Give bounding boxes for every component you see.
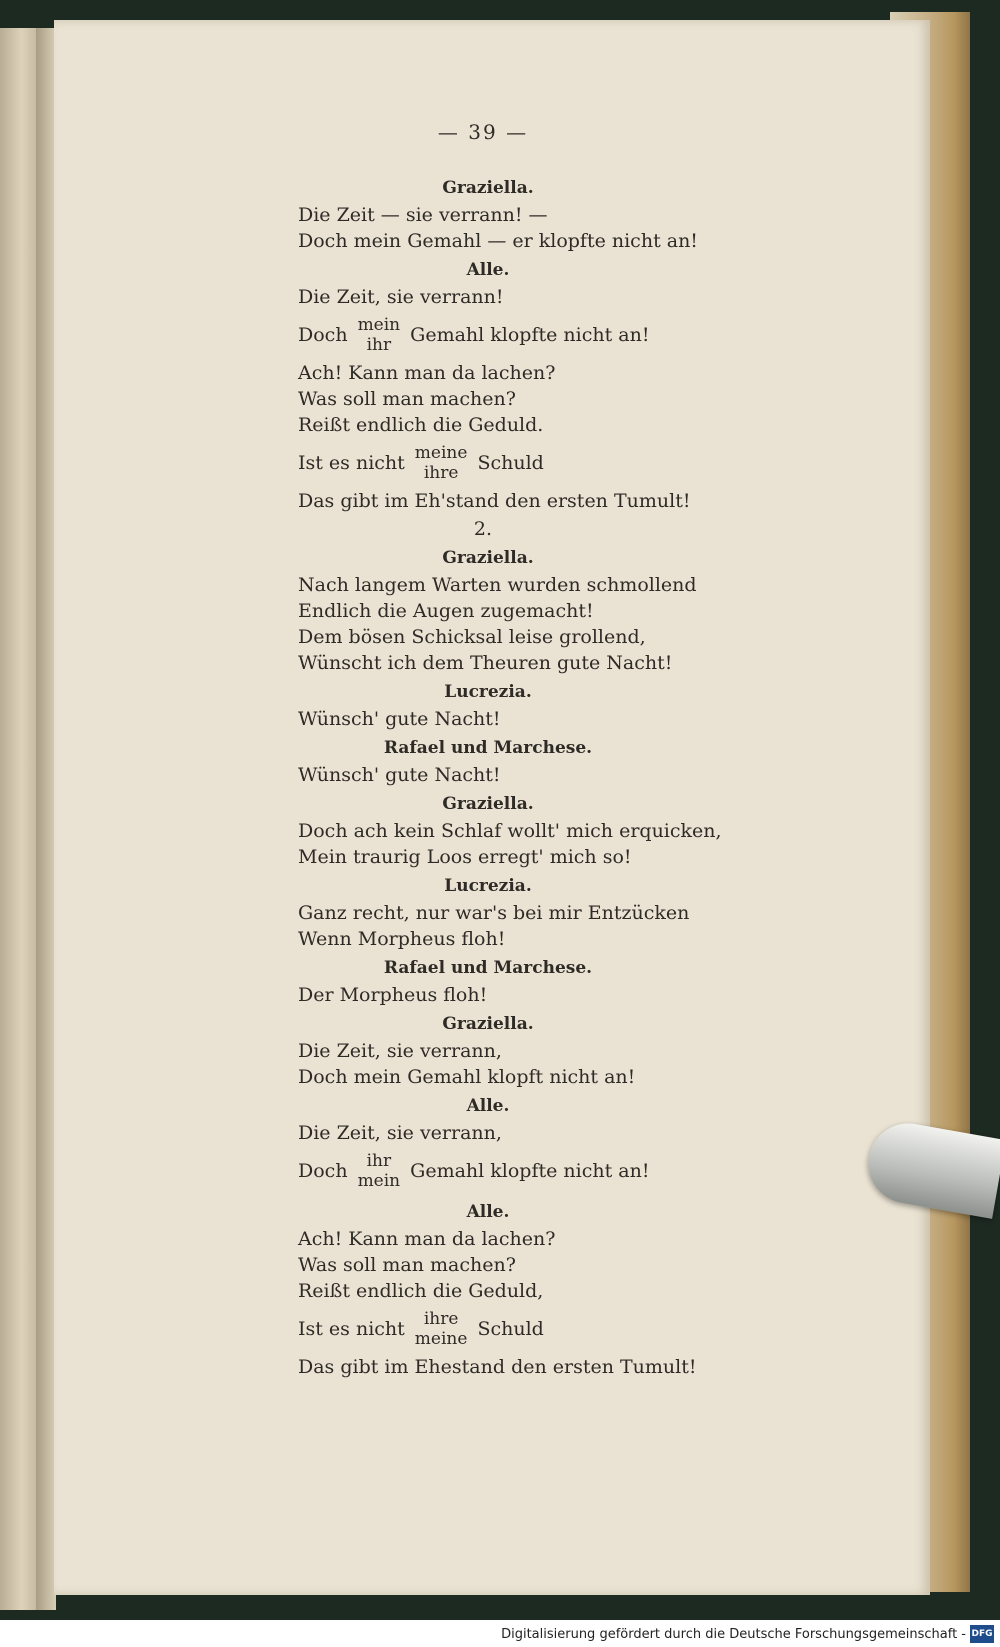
alternatives-stack: [415, 1309, 468, 1349]
book-spine: [0, 28, 36, 1610]
page-content: [298, 120, 768, 1380]
verse-line: Wünscht ich dem Theuren gute Nacht!: [298, 652, 673, 674]
speaker-name: Graziella.: [442, 548, 534, 568]
verse-text-after: Gemahl klopfte nicht an!: [410, 1160, 650, 1182]
verse-line: Endlich die Augen zugemacht!: [298, 600, 594, 622]
verse-line: Die Zeit, sie verrann,: [298, 1040, 502, 1062]
verse-text-before: Ist es nicht: [298, 452, 405, 474]
verse-line: Ganz recht, nur war's bei mir Entzücken: [298, 902, 690, 924]
speaker-name: Alle.: [466, 1202, 510, 1222]
page-number: — 39 —: [437, 120, 529, 144]
verse-line: Was soll man machen?: [298, 388, 516, 410]
alternatives-stack: [415, 443, 468, 483]
alternative-bottom: mein: [357, 1171, 401, 1191]
alternative-bottom: meine: [414, 1329, 468, 1349]
footer-credit: Digitalisierung gefördert durch die Deutsche Forschungsgemeinschaft -: [501, 1627, 966, 1642]
verse-line: Doch mein Gemahl klopft nicht an!: [298, 1066, 636, 1088]
alternatives-stack: [358, 315, 401, 355]
section-number: 2.: [473, 518, 493, 540]
verse-line: Reißt endlich die Geduld,: [298, 1280, 544, 1302]
brace-verse-line: [298, 310, 768, 360]
speaker-name: Graziella.: [442, 794, 534, 814]
verse-line: Reißt endlich die Geduld.: [298, 414, 544, 436]
verse-line: Die Zeit, sie verrann!: [298, 286, 504, 308]
verse-line: Doch mein Gemahl — er klopfte nicht an!: [298, 230, 698, 252]
verse-text-after: Schuld: [477, 452, 544, 474]
brace-verse-line: [298, 438, 768, 488]
verse-line: Was soll man machen?: [298, 1254, 516, 1276]
verse-line: Das gibt im Ehestand den ersten Tumult!: [298, 1356, 697, 1378]
verse-line: Die Zeit — sie verrann! —: [298, 204, 548, 226]
alternative-top: ihre: [423, 1309, 459, 1329]
page-gutter: [36, 28, 56, 1610]
speaker-name: Alle.: [466, 1096, 510, 1116]
alternative-top: ihr: [366, 1151, 392, 1171]
verse-line: Mein traurig Loos erregt' mich so!: [298, 846, 632, 868]
verse-line: Nach langem Warten wurden schmollend: [298, 574, 697, 596]
speaker-name: Graziella.: [442, 1014, 534, 1034]
brace-verse-line: [298, 1304, 768, 1354]
verse-text-after: Gemahl klopfte nicht an!: [410, 324, 650, 346]
verse-text-before: Ist es nicht: [298, 1318, 405, 1340]
speaker-name: Rafael und Marchese.: [383, 958, 593, 978]
speaker-name: Graziella.: [442, 178, 534, 198]
speaker-name: Rafael und Marchese.: [383, 738, 593, 758]
verse-line: Doch ach kein Schlaf wollt' mich erquicken,: [298, 820, 722, 842]
brace-verse-line: [298, 1146, 768, 1196]
verse-line: Ach! Kann man da lachen?: [298, 1228, 556, 1250]
verse-line: Ach! Kann man da lachen?: [298, 362, 556, 384]
alternative-bottom: ihre: [423, 463, 459, 483]
verse-line: Wünsch' gute Nacht!: [298, 708, 501, 730]
speaker-name: Alle.: [466, 260, 510, 280]
dfg-logo: DFG: [970, 1625, 994, 1643]
speaker-name: Lucrezia.: [444, 682, 532, 702]
speaker-name: Lucrezia.: [444, 876, 532, 896]
verse-line: Wenn Morpheus floh!: [298, 928, 506, 950]
verse-line: Dem bösen Schicksal leise grollend,: [298, 626, 646, 648]
text-blocks: [298, 178, 768, 1380]
verse-text-before: Doch: [298, 324, 348, 346]
alternative-bottom: ihr: [366, 335, 392, 355]
verse-text-before: Doch: [298, 1160, 348, 1182]
verse-text-after: Schuld: [477, 1318, 544, 1340]
verse-line: Der Morpheus floh!: [298, 984, 488, 1006]
alternatives-stack: [358, 1151, 401, 1191]
verse-line: Die Zeit, sie verrann,: [298, 1122, 502, 1144]
alternative-top: meine: [414, 443, 468, 463]
verse-line: Wünsch' gute Nacht!: [298, 764, 501, 786]
alternative-top: mein: [357, 315, 401, 335]
verse-line: Das gibt im Eh'stand den ersten Tumult!: [298, 490, 691, 512]
